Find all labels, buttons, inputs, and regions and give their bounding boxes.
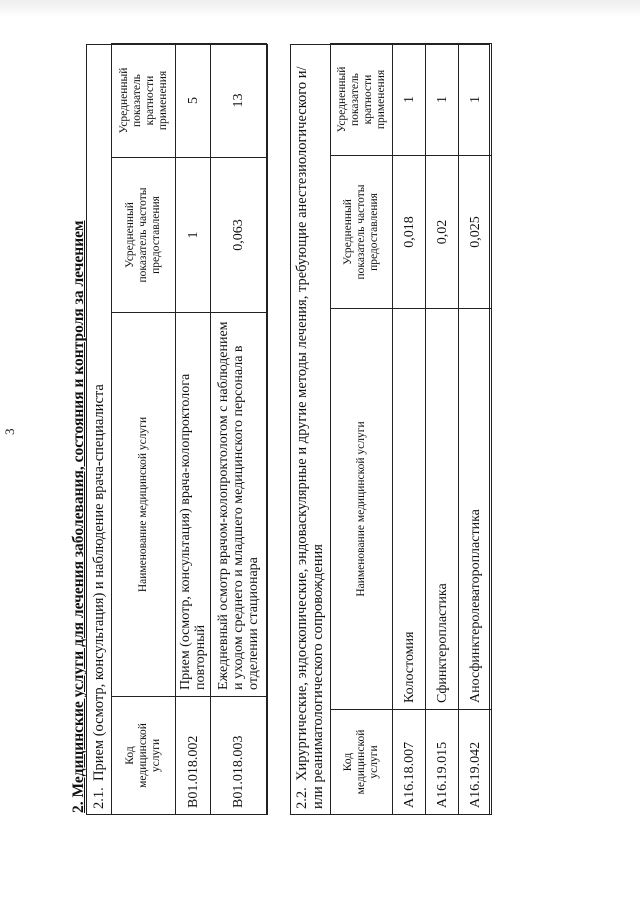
cell-code: A16.19.042 bbox=[459, 710, 492, 815]
cell-code: A16.18.007 bbox=[393, 710, 426, 815]
header-code: Код медицинской услуги bbox=[112, 697, 176, 815]
cell-freq: 0,025 bbox=[459, 156, 492, 309]
table-2-2-title bbox=[294, 49, 326, 809]
header-name: Наименование медицинской услуги bbox=[112, 313, 176, 697]
cell-name: Сфинктеропластика bbox=[426, 309, 459, 710]
cell-mult: 1 bbox=[393, 44, 426, 156]
header-freq: Усредненный показатель частоты предоставления bbox=[331, 156, 393, 309]
cell-code: A16.19.015 bbox=[426, 710, 459, 815]
header-name: Наименование медицинской услуги bbox=[331, 309, 393, 710]
cell-freq: 1 bbox=[176, 158, 211, 313]
table-row bbox=[459, 44, 492, 815]
cell-mult: 1 bbox=[459, 44, 492, 156]
table-header-row bbox=[112, 44, 176, 815]
header-mult: Усредненный показатель кратности применения bbox=[331, 44, 393, 156]
table-header-row bbox=[331, 44, 393, 815]
table-row bbox=[426, 44, 459, 815]
header-freq: Усредненный показатель частоты предоставления bbox=[112, 158, 176, 313]
cell-freq: 0,018 bbox=[393, 156, 426, 309]
table-2-1-heading: Прием (осмотр, консультация) и наблюдение врача-специалиста bbox=[91, 384, 107, 781]
scan-edge-shadow bbox=[0, 0, 640, 18]
table-2-2 bbox=[330, 43, 492, 815]
table-2-2-number: 2.2. bbox=[294, 787, 310, 809]
table-2-1-number: 2.1. bbox=[91, 787, 107, 809]
table-row bbox=[211, 44, 267, 815]
cell-mult: 13 bbox=[211, 44, 267, 158]
cell-name: Ежедневный осмотр врачом-колопроктологом с наблюдением и уходом среднего и младшего медицинского персонала в отделении стационара bbox=[211, 313, 267, 697]
header-mult: Усредненный показатель кратности применения bbox=[112, 44, 176, 158]
table-row bbox=[393, 44, 426, 815]
table-2-1-title bbox=[91, 49, 107, 809]
section-title: 2. Медицинские услуги для лечения заболевания, состояния и контроля за лечением bbox=[70, 220, 87, 813]
cell-name: Колостомия bbox=[393, 309, 426, 710]
cell-mult: 1 bbox=[426, 44, 459, 156]
table-row bbox=[176, 44, 211, 815]
cell-name: Аносфинктеролеваторопластика bbox=[459, 309, 492, 710]
cell-code: B01.018.003 bbox=[211, 697, 267, 815]
page-number: 3 bbox=[2, 428, 17, 435]
cell-freq: 0,02 bbox=[426, 156, 459, 309]
header-code: Код медицинской услуги bbox=[331, 710, 393, 815]
cell-name: Прием (осмотр, консультация) врача-колопроктолога повторный bbox=[176, 313, 211, 697]
cell-freq: 0,063 bbox=[211, 158, 267, 313]
cell-mult: 5 bbox=[176, 44, 211, 158]
table-2-1 bbox=[111, 43, 267, 815]
table-2-2-heading: Хирургические, эндоскопические, эндоваскулярные и другие методы лечения, требующие анестезиологического и/или реаниматологического сопровождения bbox=[294, 66, 326, 809]
cell-code: B01.018.002 bbox=[176, 697, 211, 815]
